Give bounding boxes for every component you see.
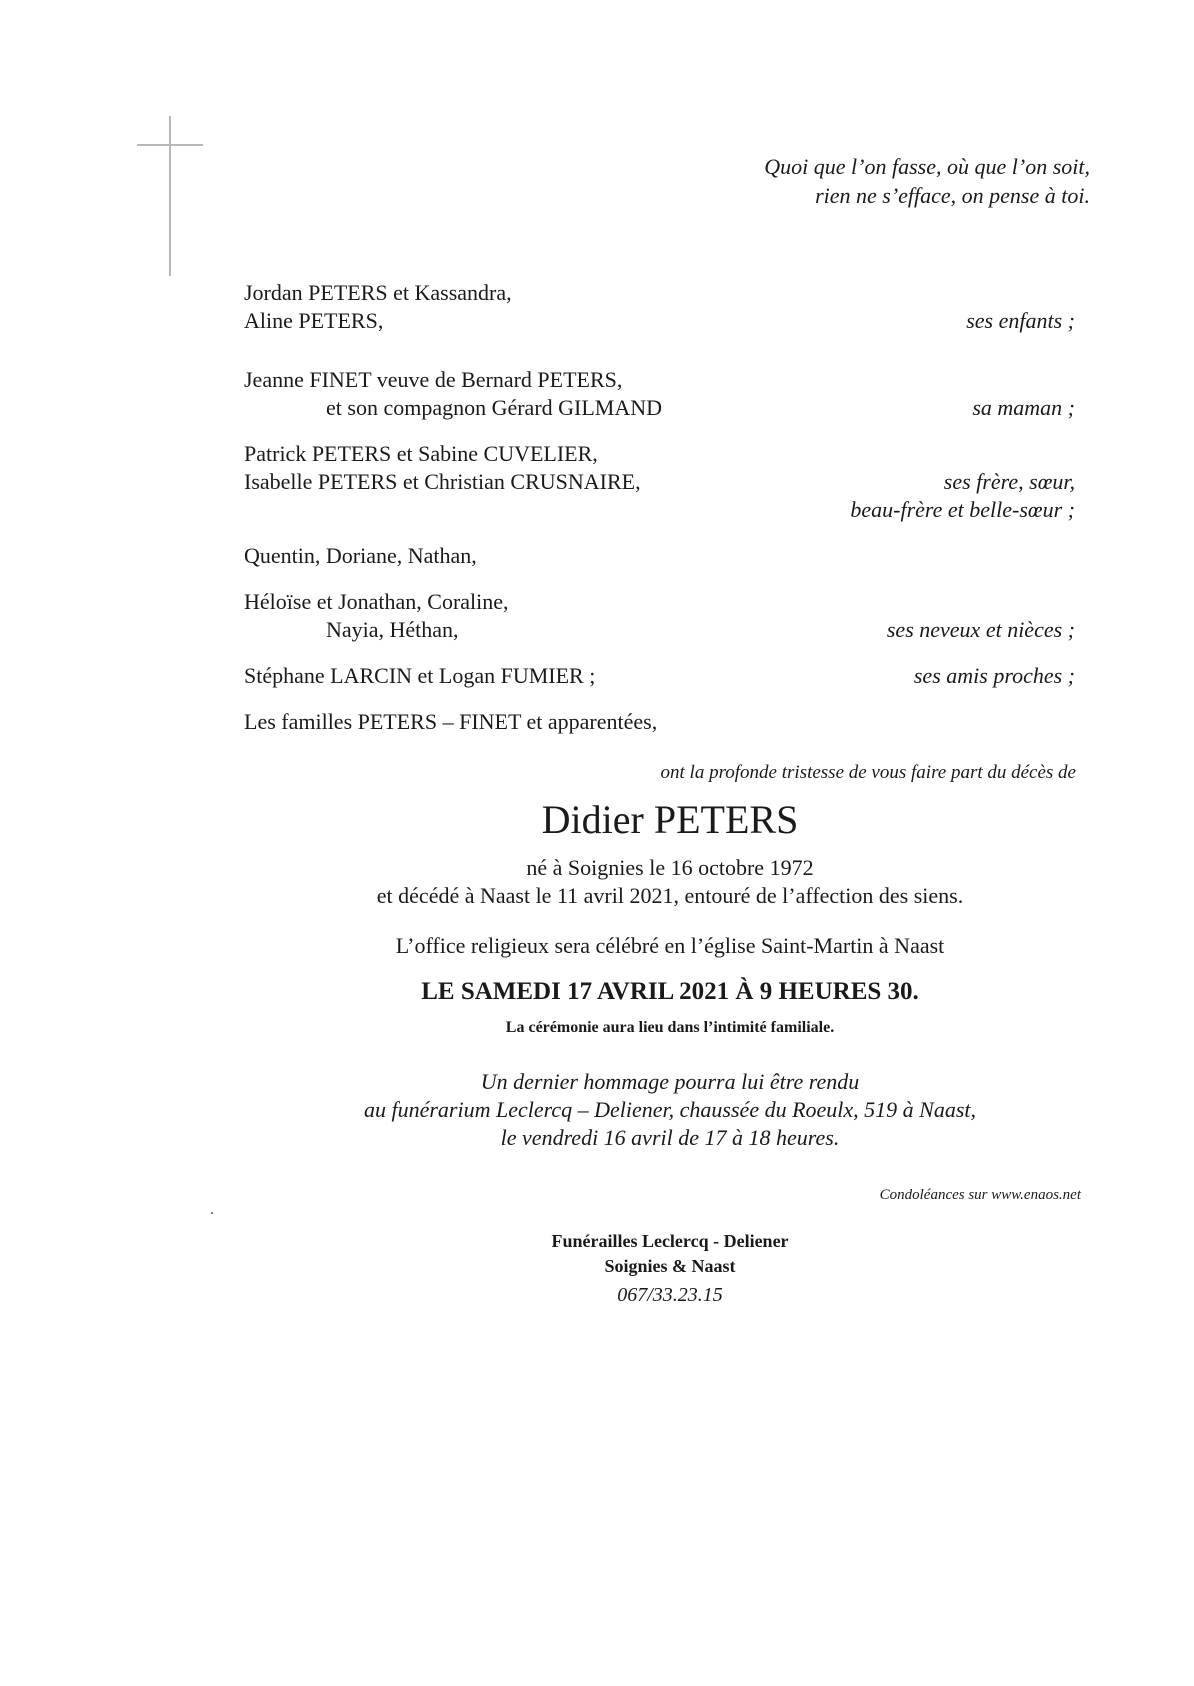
intimacy-note: La cérémonie aura lieu dans l’intimité familiale. bbox=[505, 1019, 835, 1036]
family-line: Jeanne FINET veuve de Bernard PETERS, bbox=[244, 367, 623, 392]
family-line: Les familles PETERS – FINET et apparentées, bbox=[244, 709, 658, 734]
quote-line: Quoi que l’on fasse, où que l’on soit, bbox=[764, 154, 1090, 179]
family-line: Aline PETERS, bbox=[244, 308, 384, 333]
homage-line: le vendredi 16 avril de 17 à 18 heures. bbox=[500, 1125, 840, 1150]
condolences-note: Condoléances sur www.enaos.net bbox=[879, 1187, 1081, 1203]
death-line: et décédé à Naast le 11 avril 2021, entouré de l’affection des siens. bbox=[376, 883, 964, 908]
undertaker-phone: 067/33.23.15 bbox=[617, 1284, 723, 1306]
family-line: Quentin, Doriane, Nathan, bbox=[244, 543, 477, 568]
deceased-name: Didier PETERS bbox=[541, 797, 799, 842]
family-line: et son compagnon Gérard GILMAND bbox=[326, 395, 663, 420]
relation-label: ses frère, sœur, bbox=[943, 469, 1075, 494]
cross-icon-horizontal bbox=[137, 144, 203, 146]
family-line: Stéphane LARCIN et Logan FUMIER ; bbox=[244, 663, 596, 688]
relation-label: ses amis proches ; bbox=[913, 663, 1075, 688]
family-line: Jordan PETERS et Kassandra, bbox=[244, 280, 512, 305]
homage-line: Un dernier hommage pourra lui être rendu bbox=[480, 1069, 860, 1094]
undertaker-location: Soignies & Naast bbox=[604, 1256, 736, 1276]
ceremony-date: LE SAMEDI 17 AVRIL 2021 À 9 HEURES 30. bbox=[421, 978, 919, 1005]
homage-block bbox=[0, 1068, 1194, 1152]
relation-label: ses neveux et nièces ; bbox=[886, 617, 1075, 642]
family-line: Patrick PETERS et Sabine CUVELIER, bbox=[244, 441, 598, 466]
epigraph-quote bbox=[764, 152, 1090, 210]
office-line: L’office religieux sera célébré en l’église Saint-Martin à Naast bbox=[395, 933, 945, 958]
announcement: ont la profonde tristesse de vous faire part du décès de bbox=[660, 762, 1076, 783]
relation-label: ses enfants ; bbox=[966, 308, 1075, 333]
birth-line: né à Soignies le 16 octobre 1972 bbox=[526, 855, 814, 880]
homage-line: au funérarium Leclercq – Deliener, chaussée du Roeulx, 519 à Naast, bbox=[363, 1097, 977, 1122]
family-line: Nayia, Héthan, bbox=[326, 617, 459, 642]
stray-mark bbox=[211, 1212, 213, 1214]
family-line: Isabelle PETERS et Christian CRUSNAIRE, bbox=[244, 469, 641, 494]
relation-label: beau-frère et belle-sœur ; bbox=[850, 497, 1075, 522]
relation-label: sa maman ; bbox=[972, 395, 1075, 420]
undertaker-name: Funérailles Leclercq - Deliener bbox=[551, 1231, 789, 1251]
family-line: Héloïse et Jonathan, Coraline, bbox=[244, 589, 509, 614]
quote-line: rien ne s’efface, on pense à toi. bbox=[815, 183, 1090, 208]
undertaker-block bbox=[0, 1229, 1194, 1279]
cross-icon-vertical bbox=[169, 116, 171, 276]
